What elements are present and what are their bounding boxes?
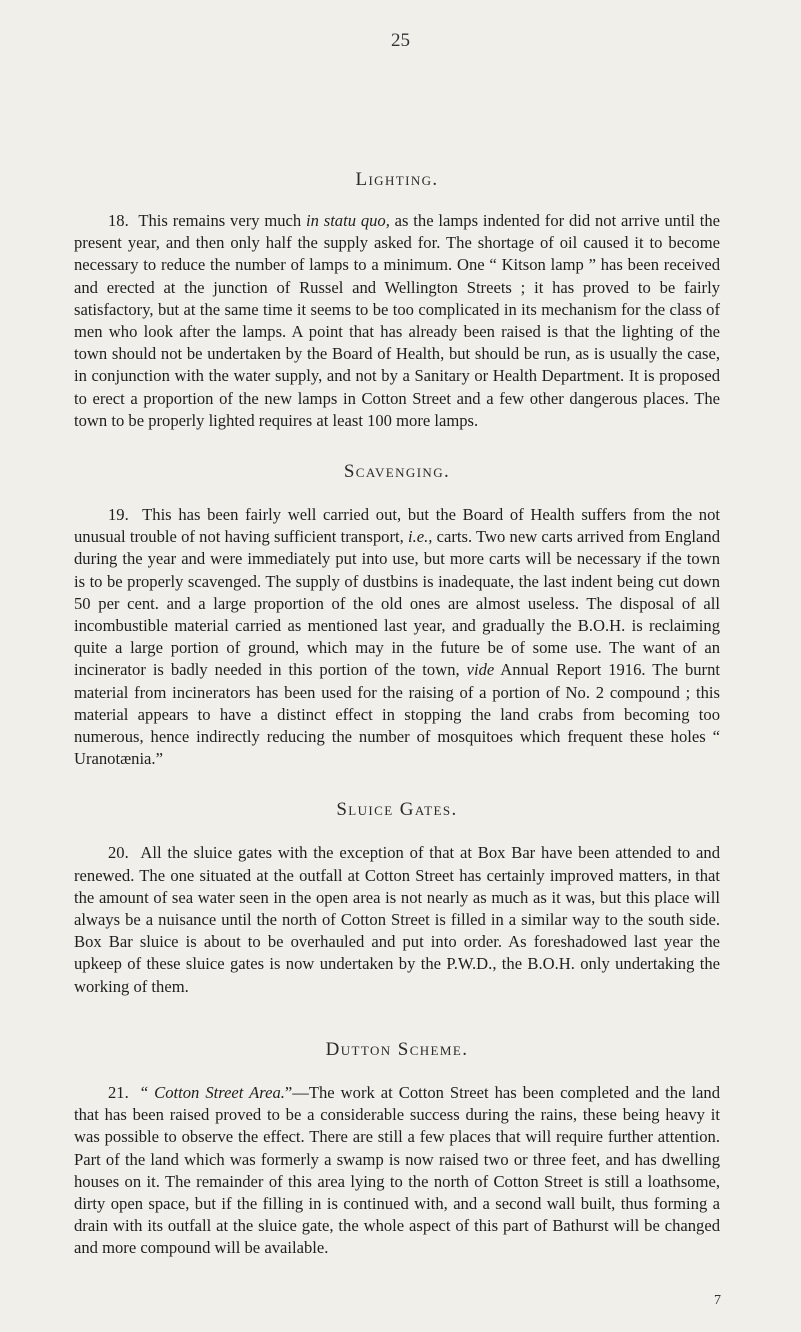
paragraph-number: 21. <box>108 1082 129 1102</box>
section-heading: Sluice Gates. <box>336 799 458 821</box>
paragraph-20: 20. All the sluice gates with the exception of that at Box Bar have been attended to and renewed. The one situated at the outfall at Cotton Street has certainly improved matters, in that the amount of sea water seen in the open area is not nearly as much as it was, but this place will always be a nuisance until the north of Cotton Street is filled in a similar way to the south side. Box Bar sluice is about to be overhauled and put into order. As foreshadowed last year the upkeep of these sluice gates is now undertaken by the P.W.D., the B.O.H. only undertaking the working of them. <box>74 843 721 996</box>
paragraph-number: 18. <box>108 211 129 230</box>
page-number: 25 <box>391 30 410 51</box>
paragraph-number: 20. <box>108 843 129 863</box>
paragraph-21: 21. “ Cotton Street Area.”—The work at Cotton Street has been completed and the land that has been raised proved to be a considerable success during the rains, these being heavy it was possible to observe the effect. There are still a few places that will require further attention. Part of the land which was formerly a swamp is now raised two or three feet, and has dwelling houses on it. The remainder of this area lying to the north of Cotton Street is still a loathsome, dirty open space, but if the filling in is continued with, and a second wall built, thus forming a drain with its outfall at the sluice gate, the whole aspect of this part of Bathurst will be changed and more compound will be available. <box>74 1082 721 1258</box>
section-dutton-scheme <box>74 1038 720 1260</box>
page-body <box>74 168 720 1260</box>
section-heading: Dutton Scheme. <box>325 1038 469 1060</box>
paragraph-18: 18. This remains very much in statu quo, as the lamps indented for did not arrive until the present year, and then only half the supply asked for. The shortage of oil caused it to become necessary to reduce the number of lamps to a minimum. One “ Kitson lamp ” has been received and erected at the junction of Russel and Wellington Streets ; it has proved to be fairly satisfactory, but at the same time it seems to be too complicated in its mechanism for the class of men who look after the lamps. A point that has already been raised is that the lighting of the town should not be undertaken by the Board of Health, but should be run, as is usually the case, in conjunction with the water supply, and not by a Sanitary or Health Department. It is proposed to erect a proportion of the new lamps in Cotton Street and a few other dangerous places. The town to be properly lighted requires at least 100 more lamps. <box>74 211 720 430</box>
section-heading: Lighting. <box>355 169 439 190</box>
signature-mark: 7 <box>714 1293 721 1308</box>
paragraph-19: 19. This has been fairly well carried out, but the Board of Health suffers from the not unusual trouble of not having sufficient transport, i.e., carts. Two new carts arrived from England during the year and were immediately put into use, but more carts will be necessary if the town is to be properly scavenged. The supply of dustbins is inadequate, the last indent being cut down 50 per cent. and a large proportion of the old ones are almost useless. The disposal of all incombustible material carried as mentioned last year, and gradually the B.O.H. is reclaiming quite a large portion of ground, which may in the future be of some use. The want of an incinerator is badly needed in this portion of the town, vide Annual Report 1916. The burnt material from incinerators has been used for the raising of a portion of No. 2 compound ; this material appears to have a distinct effect in stopping the land crabs from becoming too numerous, hence indirectly reducing the number of mosquitoes which frequent these holes “ Uranotænia.” <box>74 505 720 769</box>
paragraph-number: 19. <box>108 505 129 525</box>
section-sluice-gates <box>74 798 720 997</box>
section-lighting <box>74 168 720 432</box>
section-heading: Scavenging. <box>343 461 451 483</box>
section-scavenging <box>74 460 720 770</box>
